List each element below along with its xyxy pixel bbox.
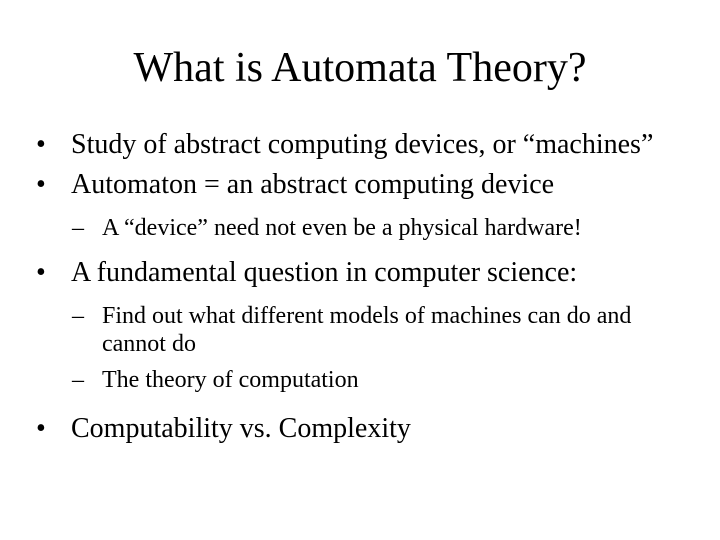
dash-icon: – [72,367,84,393]
sub-bullet-text: Find out what different models of machines can do and cannot do [102,303,632,357]
bullet-item [36,168,696,202]
bullet-icon: • [36,169,46,200]
bullet-text: Computability vs. Complexity [71,413,411,444]
sub-bullet-text: The theory of computation [102,367,359,393]
slide-title: What is Automata Theory? [133,45,587,91]
sub-bullet-item [36,302,696,358]
bullet-item [36,412,696,446]
bullet-text: Automaton = an abstract computing device [71,169,555,200]
bullet-item [36,256,696,290]
slide-body [36,128,696,446]
bullet-text: Study of abstract computing devices, or “machines” [71,129,654,160]
dash-icon: – [72,215,84,241]
bullet-icon: • [36,413,46,444]
sub-bullet-item [36,366,696,394]
sub-bullet-item [36,214,696,242]
bullet-icon: • [36,129,46,160]
bullet-icon: • [36,257,46,288]
dash-icon: – [72,303,84,329]
bullet-text: A fundamental question in computer science: [71,257,578,288]
bullet-item [36,128,696,162]
sub-bullet-text: A “device” need not even be a physical hardware! [102,215,582,241]
